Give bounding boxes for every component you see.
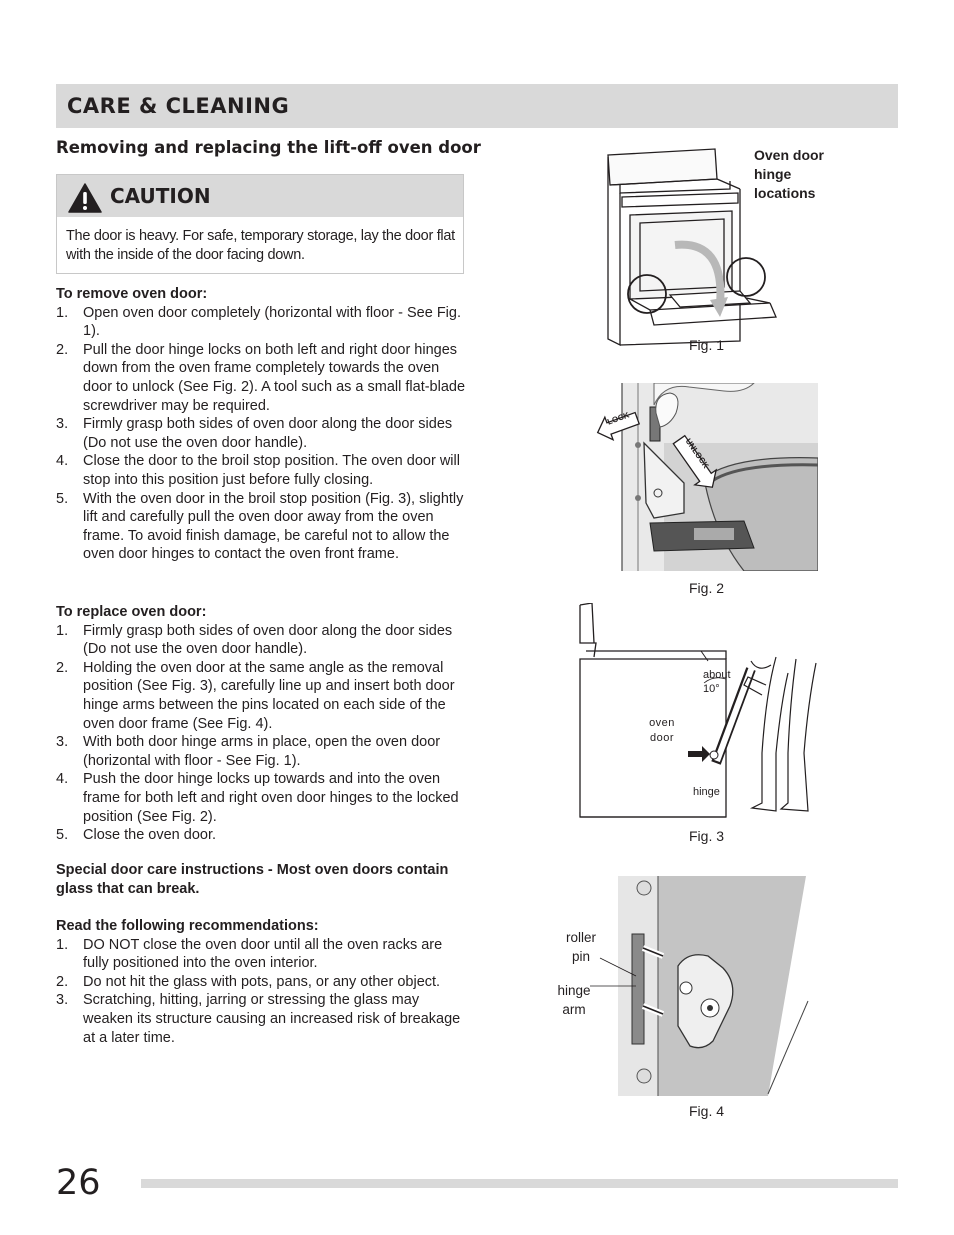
list-item: 2. Pull the door hinge locks on both left and right door hinges down from the oven frame completely towards the oven door to unlock (See Fig. 2). A tool such as a small flat-blade screwdriver may be required. (56, 341, 466, 414)
recommendations-section (56, 917, 466, 1047)
remove-door-heading: To remove oven door: (56, 286, 208, 302)
list-item: 4. Close the door to the broil stop position. The oven door will stop into this position just before fully closing. (56, 453, 460, 488)
fig3-caption: Fig. 3 (689, 828, 725, 844)
remove-door-steps (56, 304, 466, 564)
page-title: Removing and replacing the lift-off oven door (56, 138, 481, 157)
caution-label: CAUTION (110, 184, 211, 208)
list-item: 1. Open oven door completely (horizontal with floor - See Fig. 1). (56, 304, 461, 340)
fig4-leader-lines (590, 940, 670, 1000)
list-item: 3. Scratching, hitting, jarring or stressing the glass may weaken its structure causing an increased risk of breakage at a later time. (56, 992, 461, 1046)
list-item: 4. Push the door hinge locks up towards and into the oven frame for both left and right oven door hinges to the locked position (See Fig. 2). (56, 771, 459, 825)
section-header-bar (56, 84, 898, 128)
special-care-section (56, 861, 466, 898)
fig4-hinge-arm-label: hinge arm (557, 983, 591, 1017)
page-number: 26 (56, 1163, 101, 1203)
warning-icon (68, 183, 102, 213)
fig3-angle-label: about 10° (703, 669, 731, 695)
list-item: 1. Firmly grasp both sides of oven door along the door sides (Do not use the oven door handle). (56, 622, 453, 658)
list-item: 1. DO NOT close the oven door until all the oven racks are fully positioned into the oven interior. (56, 936, 443, 972)
caution-box (56, 174, 464, 274)
list-item: 2. Do not hit the glass with pots, pans, or any other object. (56, 973, 441, 990)
fig4-caption: Fig. 4 (689, 1103, 725, 1119)
caution-header (57, 175, 463, 217)
special-care-heading: Special door care instructions - Most oven doors contain glass that can break. (56, 862, 449, 897)
list-item: 5. Close the oven door. (56, 827, 217, 844)
fig2-lock-label: LOCK (606, 410, 631, 427)
list-item: 3. Firmly grasp both sides of oven door along the door sides (Do not use the oven door handle). (56, 416, 453, 451)
list-item: 3. With both door hinge arms in place, open the oven door (horizontal with floor - See Fig. 1). (56, 734, 441, 769)
fig1-caption: Fig. 1 (689, 337, 725, 353)
fig1-callout: Oven door hinge locations (754, 147, 825, 201)
recommendations-steps (56, 936, 466, 1048)
replace-door-steps (56, 622, 466, 845)
fig2-unlock-label: UNLOCK (683, 436, 711, 471)
footer-bar (141, 1179, 898, 1188)
caution-text: The door is heavy. For safe, temporary storage, lay the door flat with the inside of the door facing down. (66, 228, 455, 263)
fig3-hinge-label: hinge (693, 786, 720, 798)
fig3-door-label: oven door (649, 717, 675, 744)
list-item: 5. With the oven door in the broil stop position (Fig. 3), slightly lift and carefully pull the oven door away from the oven frame. To avoid finish damage, be careful not to allow the oven door hinges to contact the oven front frame. (56, 490, 464, 563)
replace-door-heading: To replace oven door: (56, 604, 207, 620)
fig4-roller-pin-label: roller pin (565, 930, 596, 964)
fig2-caption: Fig. 2 (689, 580, 725, 596)
section-header-title: CARE & CLEANING (67, 94, 290, 118)
recommendations-heading: Read the following recommendations: (56, 918, 319, 934)
replace-door-section (56, 603, 466, 845)
fig1-range-illustration (600, 145, 780, 350)
remove-door-section (56, 285, 466, 564)
list-item: 2. Holding the oven door at the same angle as the removal position (See Fig. 3), carefully line up and insert both door hinge arms between the pins located on each side of the oven door frame (See Fig. 4). (56, 659, 455, 732)
